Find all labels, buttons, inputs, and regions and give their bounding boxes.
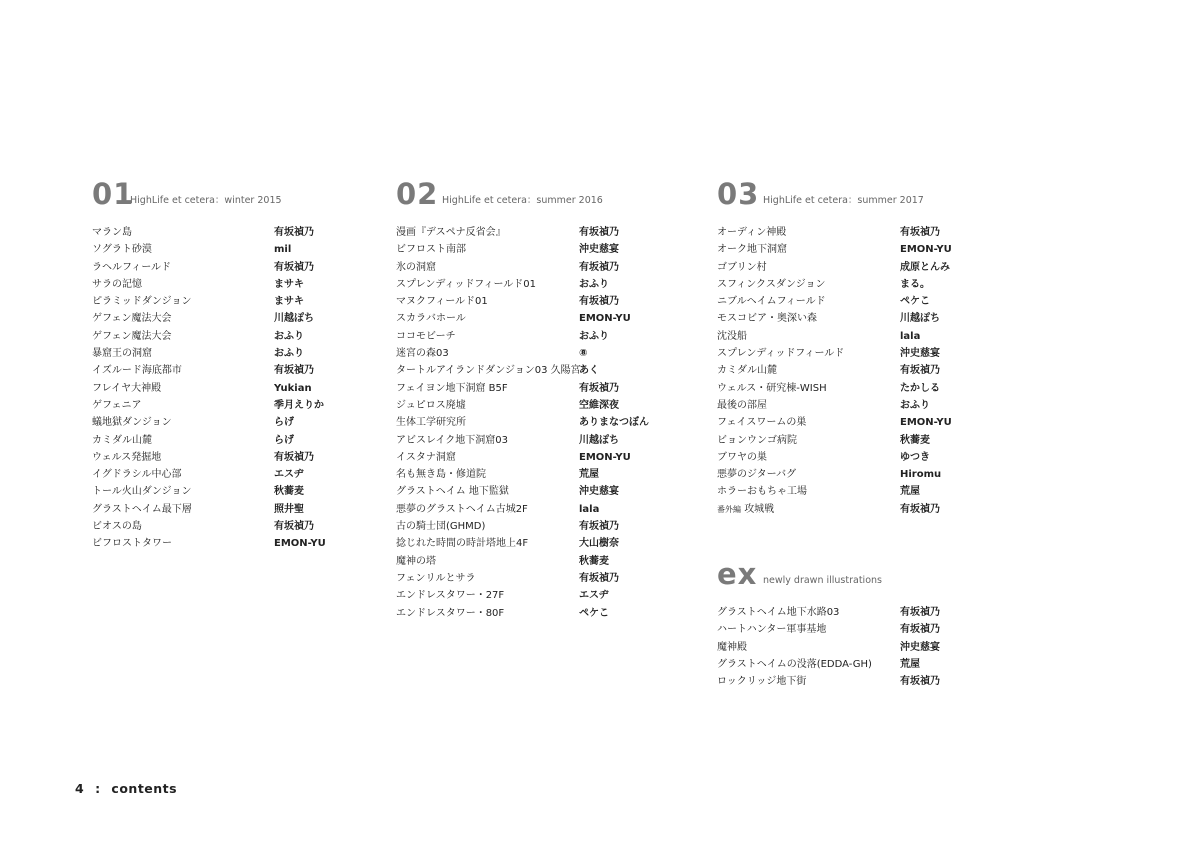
entry-artist: 大山樹奈 — [579, 538, 619, 550]
entry-title-text: ピラミッドダンジョン — [92, 296, 192, 308]
entry-title — [396, 573, 476, 585]
entry-artist: 沖史慈宴 — [579, 486, 619, 498]
entry-title — [396, 590, 504, 602]
entry-title — [92, 296, 191, 308]
entry-title-text: フェイヨン地下洞窟 B5F — [396, 382, 508, 394]
entry-title — [717, 607, 839, 619]
entry-artist: 有坂禎乃 — [900, 503, 940, 515]
entry-artist: 沖史慈宴 — [579, 244, 619, 256]
entry-title-text: グラストヘイム地下水路03 — [717, 607, 840, 618]
entry-title — [92, 279, 142, 291]
entry-title — [396, 417, 466, 429]
entry-title — [717, 486, 807, 498]
entry-artist: まサキ — [274, 296, 304, 308]
entry-artist: ゆつき — [900, 451, 930, 463]
entry-title-text: ニブルヘイムフィールド — [717, 296, 826, 308]
entry-title — [717, 227, 786, 239]
entry-title-text: スプレンディッドフィールド — [717, 348, 845, 360]
entry-title — [717, 504, 774, 516]
entry-title-text: カミダル山麓 — [92, 434, 152, 446]
entry-title — [92, 313, 172, 325]
entry-artist: 荒屋 — [900, 658, 920, 670]
entry-title-text: 沈没船 — [717, 330, 747, 342]
entry-title — [717, 331, 747, 343]
entry-title-text: スカラバホール — [396, 313, 466, 325]
entry-title — [92, 538, 172, 550]
entry-title-prefix: 番外編 — [717, 504, 741, 514]
entry-title — [396, 504, 528, 516]
entry-title-text: 漫画『デスペナ反省会』 — [396, 227, 506, 238]
entry-artist: らげ — [274, 434, 294, 446]
entry-title-text: イズルード海底都市 — [92, 365, 182, 377]
entry-artist: 有坂禎乃 — [579, 261, 619, 273]
entry-title — [396, 538, 528, 550]
entry-title — [717, 279, 826, 291]
entry-title — [717, 417, 806, 429]
entry-title — [717, 244, 787, 256]
entry-title — [92, 262, 171, 274]
entry-title — [92, 469, 182, 481]
entry-title — [396, 435, 508, 447]
entry-title — [396, 262, 436, 274]
entry-title-text: スフィンクスダンジョン — [717, 278, 826, 290]
entry-artist: 川越ぽち — [900, 313, 940, 325]
entry-title-text: スプレンディッドフィールド01 — [396, 278, 536, 290]
section-subtitle: HighLife et cetera：summer 2017 — [763, 195, 924, 206]
entry-title — [717, 365, 777, 377]
entry-title — [717, 642, 747, 654]
entry-title — [717, 676, 806, 688]
entry-artist: まサキ — [274, 278, 304, 290]
entry-artist: 有坂禎乃 — [900, 676, 940, 688]
entry-title — [717, 400, 767, 412]
entry-title-text: ハートハンター軍事基地 — [717, 624, 827, 636]
entry-artist: lala — [579, 503, 600, 515]
entry-title — [717, 624, 826, 636]
entry-artist: あく — [579, 365, 599, 377]
entry-artist: lala — [900, 330, 921, 342]
section-subtitle: HighLife et cetera：winter 2015 — [130, 195, 282, 206]
entry-title-text: ホラーおもちゃ工場 — [717, 486, 807, 498]
entry-title-text: マヌクフィールド01 — [396, 296, 488, 308]
entry-artist: 有坂禎乃 — [900, 624, 940, 636]
entry-artist: 空維深夜 — [579, 399, 619, 411]
entry-title-text: 最後の部屋 — [717, 399, 767, 411]
entry-title-text: サラの記憶 — [92, 278, 142, 290]
entry-title — [92, 417, 172, 429]
entry-title — [92, 486, 191, 498]
entry-artist: 荒屋 — [579, 469, 599, 481]
entry-artist: ペケこ — [579, 607, 609, 619]
entry-artist: 有坂禎乃 — [900, 227, 940, 238]
entry-title-text: 魔神殿 — [717, 641, 747, 653]
entry-title-text: ウェルス・研究棟-WISH — [717, 382, 827, 394]
entry-title — [396, 365, 581, 377]
footer-separator: : — [95, 781, 101, 796]
entry-title — [92, 521, 142, 533]
entry-title-text: フェンリルとサラ — [396, 572, 476, 584]
entry-title-text: エンドレスタワー・27F — [396, 590, 505, 602]
entry-title — [717, 469, 796, 481]
entry-title-text: 名も無き島・修道院 — [396, 469, 486, 481]
entry-title-text: オーク地下洞窟 — [717, 244, 787, 256]
section-number: ex — [717, 557, 758, 591]
entry-title-text: エンドレスタワー・80F — [396, 607, 505, 619]
page-number: 4 — [75, 781, 85, 796]
entry-artist: EMON-YU — [900, 417, 952, 429]
entry-title — [92, 400, 142, 412]
entry-artist: エスヂ — [274, 469, 304, 481]
entry-artist: 秋蕎麦 — [900, 434, 930, 446]
entry-artist: Yukian — [274, 382, 312, 394]
entry-title — [717, 659, 872, 671]
entry-title — [396, 486, 509, 498]
entry-title-text: アビスレイク地下洞窟03 — [396, 434, 509, 446]
entry-title — [396, 452, 456, 464]
entry-title-text: ジュピロス廃墟 — [396, 399, 466, 411]
entry-title — [717, 435, 797, 447]
entry-title-text: ビフロストタワー — [92, 538, 172, 550]
entry-artist: 有坂禎乃 — [579, 227, 619, 238]
entry-artist: 沖史慈宴 — [900, 641, 940, 653]
entry-artist: 秋蕎麦 — [579, 555, 609, 567]
entry-artist: 有坂禎乃 — [579, 572, 619, 584]
entry-artist: たかしる — [900, 382, 940, 394]
entry-title-text: 魔神の塔 — [396, 555, 436, 567]
entry-artist: 有坂禎乃 — [274, 261, 314, 273]
entry-title-text: ビオスの島 — [92, 521, 142, 533]
entry-title-text: グラストヘイム 地下監獄 — [396, 486, 509, 498]
entry-title — [396, 556, 436, 568]
entry-title — [396, 331, 456, 343]
entry-title — [92, 435, 152, 447]
entry-title-text: 捻じれた時間の時計塔地上4F — [396, 538, 529, 550]
entry-artist: 有坂禎乃 — [274, 365, 314, 377]
entry-title-text: ソグラト砂漠 — [92, 244, 152, 256]
entry-title-text: ゲフェン魔法大会 — [92, 313, 172, 325]
entry-title — [92, 452, 161, 464]
entry-title-text: トール火山ダンジョン — [92, 486, 192, 498]
entry-artist: 有坂禎乃 — [274, 227, 314, 238]
entry-title — [396, 313, 466, 325]
entry-artist: 有坂禎乃 — [579, 382, 619, 394]
entry-title-text: イスタナ洞窟 — [396, 451, 456, 463]
footer-label: contents — [111, 781, 178, 796]
entry-artist: 有坂禎乃 — [274, 521, 314, 533]
entry-artist: らげ — [274, 417, 294, 429]
section-subtitle: newly drawn illustrations — [763, 575, 882, 586]
entry-artist: 秋蕎麦 — [274, 486, 304, 498]
entry-title-text: タートルアイランドダンジョン03 久陽宮 — [396, 365, 581, 377]
entry-title — [396, 469, 486, 481]
entry-artist: mil — [274, 244, 292, 256]
entry-title-text: ゲフェニア — [92, 399, 142, 411]
entry-artist: おふり — [274, 330, 304, 342]
entry-title — [717, 296, 826, 308]
section-subtitle: HighLife et cetera：summer 2016 — [442, 195, 603, 206]
entry-artist: エスヂ — [579, 590, 609, 602]
entry-title — [717, 262, 767, 274]
entry-title-text: ビョンウンゴ病院 — [717, 434, 797, 446]
entry-title-text: 悪夢のグラストヘイム古城2F — [396, 503, 528, 515]
entry-artist: EMON-YU — [579, 313, 631, 325]
entry-title — [717, 348, 844, 360]
entry-title-text: カミダル山麓 — [717, 365, 777, 377]
entry-title-text: 生体工学研究所 — [396, 417, 466, 429]
entry-artist: 川越ぽち — [274, 313, 314, 325]
entry-artist: 有坂禎乃 — [579, 296, 619, 308]
entry-title-text: フェイスワームの巣 — [717, 417, 807, 429]
entry-artist: ⑧ — [579, 348, 588, 360]
entry-title — [396, 521, 485, 533]
entry-artist: 有坂禎乃 — [274, 451, 314, 463]
entry-title-text: 暴窟王の洞窟 — [92, 348, 152, 360]
entry-title-text: 攻城戦 — [744, 503, 775, 515]
entry-title — [396, 296, 488, 308]
section-number: 01 — [92, 177, 135, 211]
entry-title-text: ロックリッジ地下街 — [717, 676, 807, 688]
entry-title — [92, 504, 192, 516]
entry-artist: EMON-YU — [274, 538, 326, 550]
entry-title-text: ゴブリン村 — [717, 261, 767, 273]
entry-artist: 照井聖 — [274, 503, 304, 515]
entry-title — [92, 383, 161, 395]
entry-artist: 季月えりか — [274, 399, 324, 411]
page-footer — [75, 782, 177, 796]
entry-title-text: オーディン神殿 — [717, 227, 787, 238]
entry-artist: 有坂禎乃 — [579, 521, 619, 533]
entry-title-text: マラン島 — [92, 227, 132, 238]
entry-title — [396, 279, 536, 291]
entry-artist: おふり — [274, 348, 304, 360]
entry-title — [92, 365, 182, 377]
entry-title-text: 迷宮の森03 — [396, 348, 449, 360]
entry-title-text: 氷の洞窟 — [396, 261, 436, 273]
entry-title — [92, 331, 172, 343]
entry-artist: おふり — [579, 330, 609, 342]
entry-artist: Hiromu — [900, 469, 942, 481]
entry-title-text: ウェルス発掘地 — [92, 451, 162, 463]
entry-artist: 川越ぽち — [579, 434, 619, 446]
entry-artist: EMON-YU — [579, 451, 631, 463]
entry-artist: 成原とんみ — [900, 261, 950, 273]
entry-title-text: 古の騎士団(GHMD) — [396, 521, 486, 533]
entry-title — [396, 383, 508, 395]
entry-title — [92, 244, 152, 256]
entry-title — [92, 227, 132, 239]
entry-artist: おふり — [579, 278, 609, 290]
entry-title — [396, 244, 466, 256]
entry-title — [717, 452, 767, 464]
entry-title-text: イグドラシル中心部 — [92, 469, 182, 481]
entry-title-text: 悪夢のジターバグ — [717, 469, 797, 481]
entry-artist: おふり — [900, 399, 930, 411]
entry-artist: 有坂禎乃 — [900, 607, 940, 618]
entry-artist: ペケこ — [900, 296, 930, 308]
section-number: 03 — [717, 177, 760, 211]
entry-title-text: ビフロスト南部 — [396, 244, 466, 256]
entry-artist: EMON-YU — [900, 244, 952, 256]
entry-artist: 荒屋 — [900, 486, 920, 498]
entry-title — [92, 348, 152, 360]
entry-title-text: グラストヘイム最下層 — [92, 503, 192, 515]
entry-artist: まる。 — [900, 278, 930, 290]
entry-artist: 有坂禎乃 — [900, 365, 940, 377]
entry-title — [396, 227, 506, 239]
entry-title-text: ココモビーチ — [396, 330, 456, 342]
entry-title-text: モスコビア・奥深い森 — [717, 313, 817, 325]
section-number: 02 — [396, 177, 439, 211]
entry-title — [396, 348, 449, 360]
entry-title-text: ブワヤの巣 — [717, 451, 767, 463]
entry-title-text: グラストヘイムの没落(EDDA-GH) — [717, 658, 872, 670]
entry-artist: 沖史慈宴 — [900, 348, 940, 360]
entry-title — [396, 400, 466, 412]
entry-title-text: 蟻地獄ダンジョン — [92, 417, 172, 429]
entry-title — [717, 383, 827, 395]
entry-title — [396, 608, 504, 620]
entry-artist: ありまなつぼん — [579, 417, 649, 429]
entry-title — [717, 313, 817, 325]
entry-title-text: ゲフェン魔法大会 — [92, 330, 172, 342]
entry-title-text: ラヘルフィールド — [92, 261, 171, 273]
entry-title-text: フレイヤ大神殿 — [92, 382, 162, 394]
